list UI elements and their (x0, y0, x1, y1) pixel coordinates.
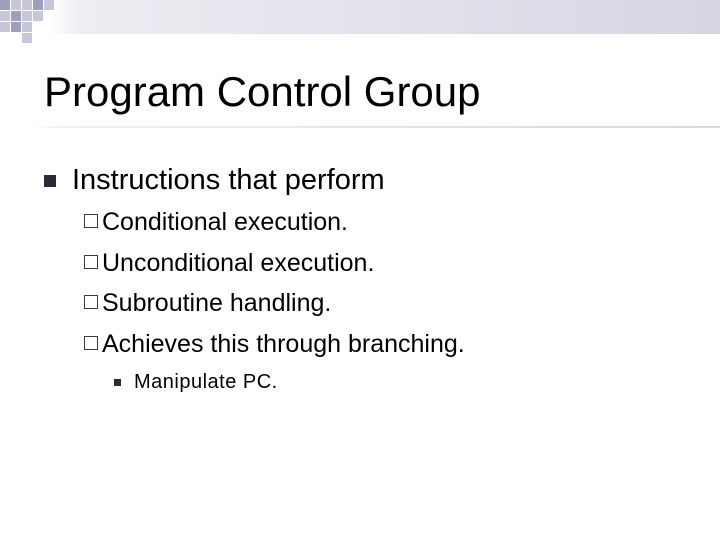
decor-square (0, 0, 10, 10)
bullet-text: Instructions that perform (72, 164, 385, 196)
bullet-text: Conditional execution. (102, 208, 348, 236)
hollow-square-bullet-icon (84, 295, 98, 309)
bullet-text: Achieves this through branching. (102, 330, 465, 358)
bullet-text: Manipulate PC. (134, 371, 278, 393)
small-square-bullet-icon (114, 379, 121, 386)
bullet-text: Unconditional execution. (102, 249, 375, 277)
decor-square (11, 22, 21, 32)
hollow-square-bullet-icon (84, 336, 98, 350)
slide-title: Program Control Group (44, 68, 481, 115)
header-band (0, 0, 720, 34)
decor-square (22, 33, 32, 43)
decor-square (33, 0, 43, 10)
decor-square (0, 22, 10, 32)
corner-decoration (0, 0, 60, 48)
decor-square (22, 22, 32, 32)
hollow-square-bullet-icon (84, 255, 98, 269)
hollow-square-bullet-icon (84, 214, 98, 228)
decor-square (22, 0, 32, 10)
decor-square (0, 11, 10, 21)
title-divider (34, 126, 720, 128)
decor-square (44, 0, 54, 10)
decor-square (11, 0, 21, 10)
decor-square (33, 11, 43, 21)
decor-square (11, 11, 21, 21)
decor-square (22, 11, 32, 21)
bullet-text: Subroutine handling. (102, 289, 332, 317)
filled-square-bullet-icon (44, 175, 56, 187)
